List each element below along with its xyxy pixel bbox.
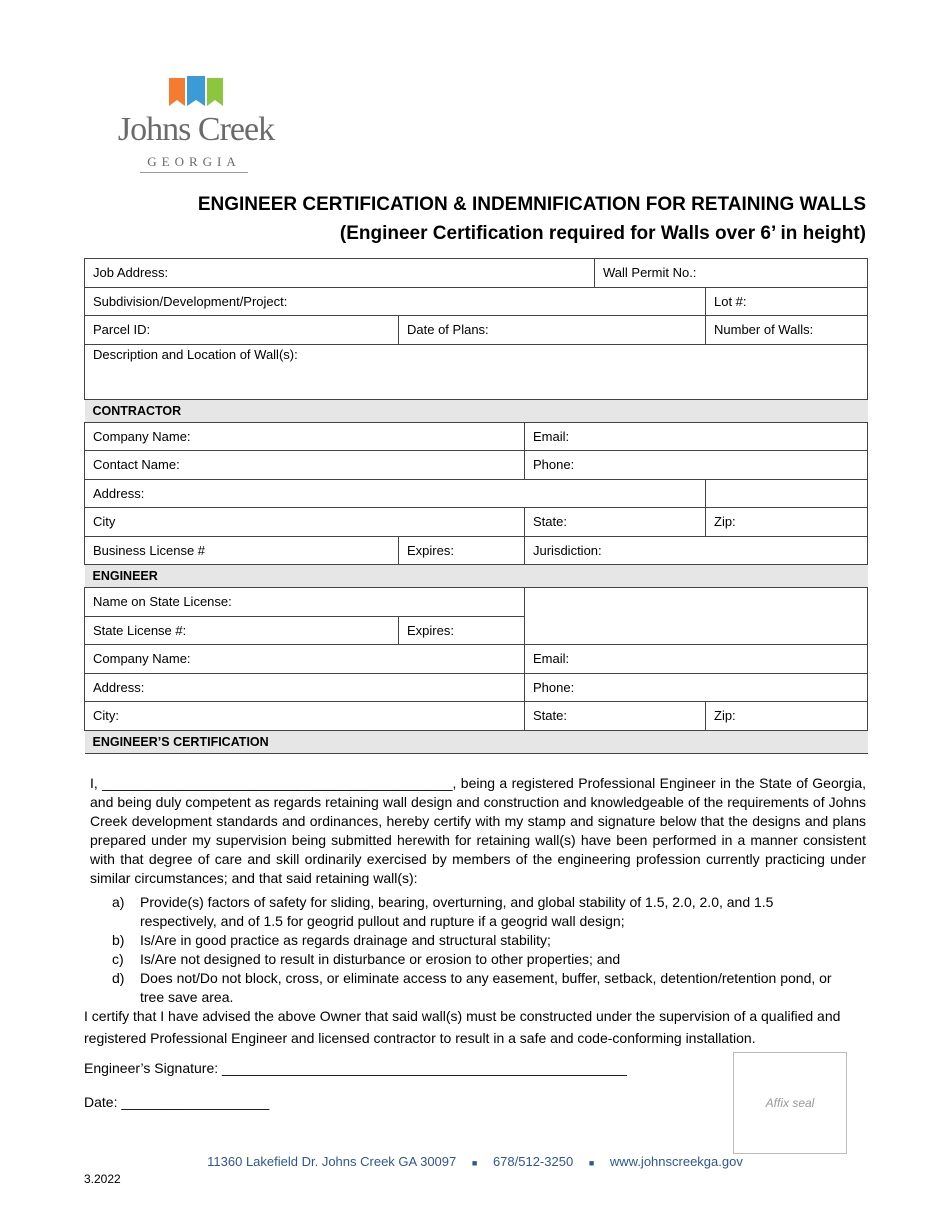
contractor-heading: CONTRACTOR <box>85 399 868 422</box>
form-title: ENGINEER CERTIFICATION & INDEMNIFICATION FOR RETAINING WALLS <box>197 194 866 215</box>
table-row <box>85 399 868 422</box>
contractor-contact-field[interactable]: Contact Name: <box>85 451 525 480</box>
table-row <box>85 259 868 288</box>
contractor-address-extra-field[interactable] <box>706 479 868 508</box>
logo-state: GEORGIA <box>140 154 248 173</box>
footer-separator-icon: ■ <box>588 1157 595 1168</box>
table-row <box>85 479 868 508</box>
owner-certify-statement: I certify that I have advised the above Owner that said wall(s) must be constructed under the supervision of a qualified and registered Professional Engineer and licensed contractor to result in a safe and code-conforming installation. <box>84 1008 841 1046</box>
seal-label: Affix seal <box>765 1096 815 1110</box>
table-row <box>85 344 868 399</box>
table-row <box>85 536 868 565</box>
permit-form-table <box>84 258 868 754</box>
table-row <box>85 730 868 753</box>
list-item <box>112 931 852 950</box>
list-marker: b) <box>112 932 125 948</box>
list-marker: d) <box>112 970 125 986</box>
table-row <box>85 508 868 537</box>
list-item <box>112 969 852 1007</box>
certification-list <box>112 893 852 1007</box>
date-of-plans-field[interactable]: Date of Plans: <box>399 316 706 345</box>
lot-field[interactable]: Lot #: <box>706 287 868 316</box>
engineer-email-field[interactable]: Email: <box>525 645 868 674</box>
certification-heading: ENGINEER’S CERTIFICATION <box>85 730 868 753</box>
state-license-expires-field[interactable]: Expires: <box>399 616 525 645</box>
list-text: Does not/Do not block, cross, or eliminate access to any easement, buffer, setback, detention/retention pond, or tree save area. <box>140 970 832 1005</box>
list-text: Is/Are in good practice as regards drainage and structural stability; <box>140 932 551 948</box>
business-license-field[interactable]: Business License # <box>85 536 399 565</box>
table-row <box>85 673 868 702</box>
engineer-city-field[interactable]: City: <box>85 702 525 731</box>
footer-phone: 678/512-3250 <box>492 1154 574 1169</box>
table-row <box>85 565 868 588</box>
name-on-license-field[interactable]: Name on State License: <box>85 588 525 617</box>
certification-paragraph: I, _____________________________________________, being a registered Professional Engineer in the State of Georgia, and being duly competent as regards retaining wall design and construction and knowledgeable of the requirements of Johns Creek development standards and ordinances, hereby certify with my stamp and signature below that the designs and plans prepared under my supervision being submitted herewith for retaining wall(s) have been performed in a manner consistent with that degree of care and skill ordinarily exercised by members of the engineering profession currently practicing under similar circumstances; and that said retaining wall(s): <box>90 775 866 886</box>
contractor-phone-field[interactable]: Phone: <box>525 451 868 480</box>
contractor-company-field[interactable]: Company Name: <box>85 422 525 451</box>
list-item <box>112 893 852 931</box>
list-marker: a) <box>112 894 125 910</box>
list-text: Provide(s) factors of safety for sliding, bearing, overturning, and global stability of 1.5, 2.0, 2.0, and 1.5 respectively, and of 1.5 for geogrid pullout and rupture if a geogrid wall design; <box>140 894 774 929</box>
table-row <box>85 645 868 674</box>
date-line[interactable]: Date: ___________________ <box>84 1094 270 1110</box>
engineer-phone-field[interactable]: Phone: <box>525 673 868 702</box>
contractor-zip-field[interactable]: Zip: <box>706 508 868 537</box>
revision-label: 3.2022 <box>84 1172 121 1186</box>
logo-flags-icon <box>167 76 227 112</box>
business-license-expires-field[interactable]: Expires: <box>399 536 525 565</box>
logo-brand: Johns Creek <box>117 111 275 148</box>
parcel-id-field[interactable]: Parcel ID: <box>85 316 399 345</box>
form-subtitle: (Engineer Certification required for Walls over 6’ in height) <box>339 223 866 244</box>
engineer-state-field[interactable]: State: <box>525 702 706 731</box>
list-item <box>112 950 852 969</box>
job-address-field[interactable]: Job Address: <box>85 259 595 288</box>
table-row <box>85 588 868 617</box>
list-marker: c) <box>112 951 124 967</box>
table-row <box>85 702 868 731</box>
subdivision-field[interactable]: Subdivision/Development/Project: <box>85 287 706 316</box>
description-field[interactable]: Description and Location of Wall(s): <box>85 344 868 399</box>
number-of-walls-field[interactable]: Number of Walls: <box>706 316 868 345</box>
list-text: Is/Are not designed to result in disturbance or erosion to other properties; and <box>140 951 621 967</box>
contractor-city-field[interactable]: City <box>85 508 525 537</box>
engineer-company-field[interactable]: Company Name: <box>85 645 525 674</box>
table-row <box>85 422 868 451</box>
table-row <box>85 451 868 480</box>
contractor-state-field[interactable]: State: <box>525 508 706 537</box>
engineer-address-field[interactable]: Address: <box>85 673 525 702</box>
jurisdiction-field[interactable]: Jurisdiction: <box>525 536 868 565</box>
engineer-heading: ENGINEER <box>85 565 868 588</box>
engineer-blank-field[interactable] <box>525 588 868 645</box>
engineer-signature-line[interactable]: Engineer’s Signature: ____________________________________________________ <box>84 1060 627 1076</box>
contractor-email-field[interactable]: Email: <box>525 422 868 451</box>
wall-permit-field[interactable]: Wall Permit No.: <box>595 259 868 288</box>
footer-separator-icon: ■ <box>471 1157 478 1168</box>
johns-creek-logo <box>110 76 285 176</box>
seal-box <box>733 1052 847 1154</box>
contractor-address-field[interactable]: Address: <box>85 479 706 508</box>
footer-website[interactable]: www.johnscreekga.gov <box>609 1154 743 1169</box>
footer-address: 11360 Lakefield Dr. Johns Creek GA 30097 <box>207 1154 457 1169</box>
state-license-field[interactable]: State License #: <box>85 616 399 645</box>
engineer-zip-field[interactable]: Zip: <box>706 702 868 731</box>
table-row <box>85 316 868 345</box>
footer-contact <box>0 1154 950 1169</box>
table-row <box>85 287 868 316</box>
